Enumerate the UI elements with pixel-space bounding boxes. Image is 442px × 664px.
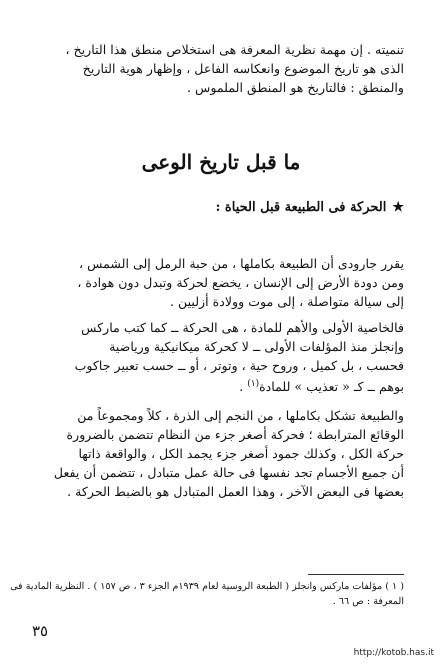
text-line: ومن دودة الأرض إلى الإنسان ، يخضع لحركة وتبدل دون هوادة ،	[77, 275, 404, 290]
text-line: فحسب ، بل كميل ، وروح حية ، وتوتر ، أو ــ حسب تعبير جاكوب	[74, 358, 404, 373]
footnote-line: ( ١ ) مؤلفات ماركس وانجلز ( الطبعة الروسية لعام ١٩٣٩م الجزء ٣ ، ص ١٥٧ ) . النظرية المادية فى	[10, 581, 404, 592]
footnote-line: المعرفة : ص ٦٦ .	[332, 596, 404, 607]
footnote	[10, 579, 404, 609]
text-line: بعضها فى البعض الآخر ، وهذا العمل المتبادل هو بالضبط الحركة .	[67, 484, 404, 499]
body-paragraph-3	[38, 406, 404, 501]
text-line: الذى هو تاريخ الموضوع وانعكاسه الفاعل ، وإظهار هوية التاريخ	[82, 61, 404, 76]
text-line: إلى سيالة متواصلة ، إلى موت وولادة أزليين .	[170, 294, 404, 309]
intro-paragraph	[38, 40, 404, 97]
text-line: والطبيعة تشكل بكاملها ، من النجم إلى الذرة ، كلاً ومجموعاً من	[77, 408, 404, 423]
star-bullet-icon: ★	[392, 200, 404, 215]
text-line: يقرر جارودى أن الطبيعة بكاملها ، من حبة الرمل إلى الشمس ،	[79, 256, 404, 271]
text-fragment: بوهم ــ كـ « تعذيب » للمادة	[259, 379, 404, 395]
text-line: حركة الكل ، وكذلك جمود أصغر جزء يجمد الكل ، والواقعة ذاتها	[78, 446, 404, 461]
chapter-title: ما قبل تاريخ الوعى	[141, 150, 301, 174]
citation-mark: (١)	[247, 379, 260, 389]
body-paragraph-2	[38, 318, 404, 396]
text-line: تنميته . إن مهمة نظرية المعرفة هى استخلاص منطق هذا التاريخ ،	[65, 42, 404, 57]
footnote-divider	[308, 574, 404, 575]
text-line	[38, 375, 404, 396]
watermark-url: http://kotob.has.it	[353, 648, 434, 658]
text-line: وإنجلز منذ المؤلفات الأولى ــ لا كحركة ميكانيكية ورياضية	[109, 339, 404, 354]
text-line: الوقائع المترابطة ؛ فحركة أصغر جزء من النظام تتضمن بالضرورة	[66, 427, 404, 442]
text-line: والمنطق : فالتاريخ هو المنطق الملموس .	[187, 80, 404, 95]
page-number: ٣٥	[32, 622, 49, 640]
body-paragraph-1	[38, 254, 404, 311]
section-heading-text: الحركة فى الطبيعة قبل الحياة :	[215, 200, 387, 215]
text-line: فالخاصية الأولى والأهم للمادة ، هى الحركة ــ كما كتب ماركس	[81, 320, 404, 335]
section-heading	[38, 200, 404, 215]
text-fragment: .	[239, 379, 248, 395]
text-line: أن جميع الأجسام تجد نفسها فى حالة عمل متبادل ، تتضمن أن يفعل	[53, 465, 404, 480]
